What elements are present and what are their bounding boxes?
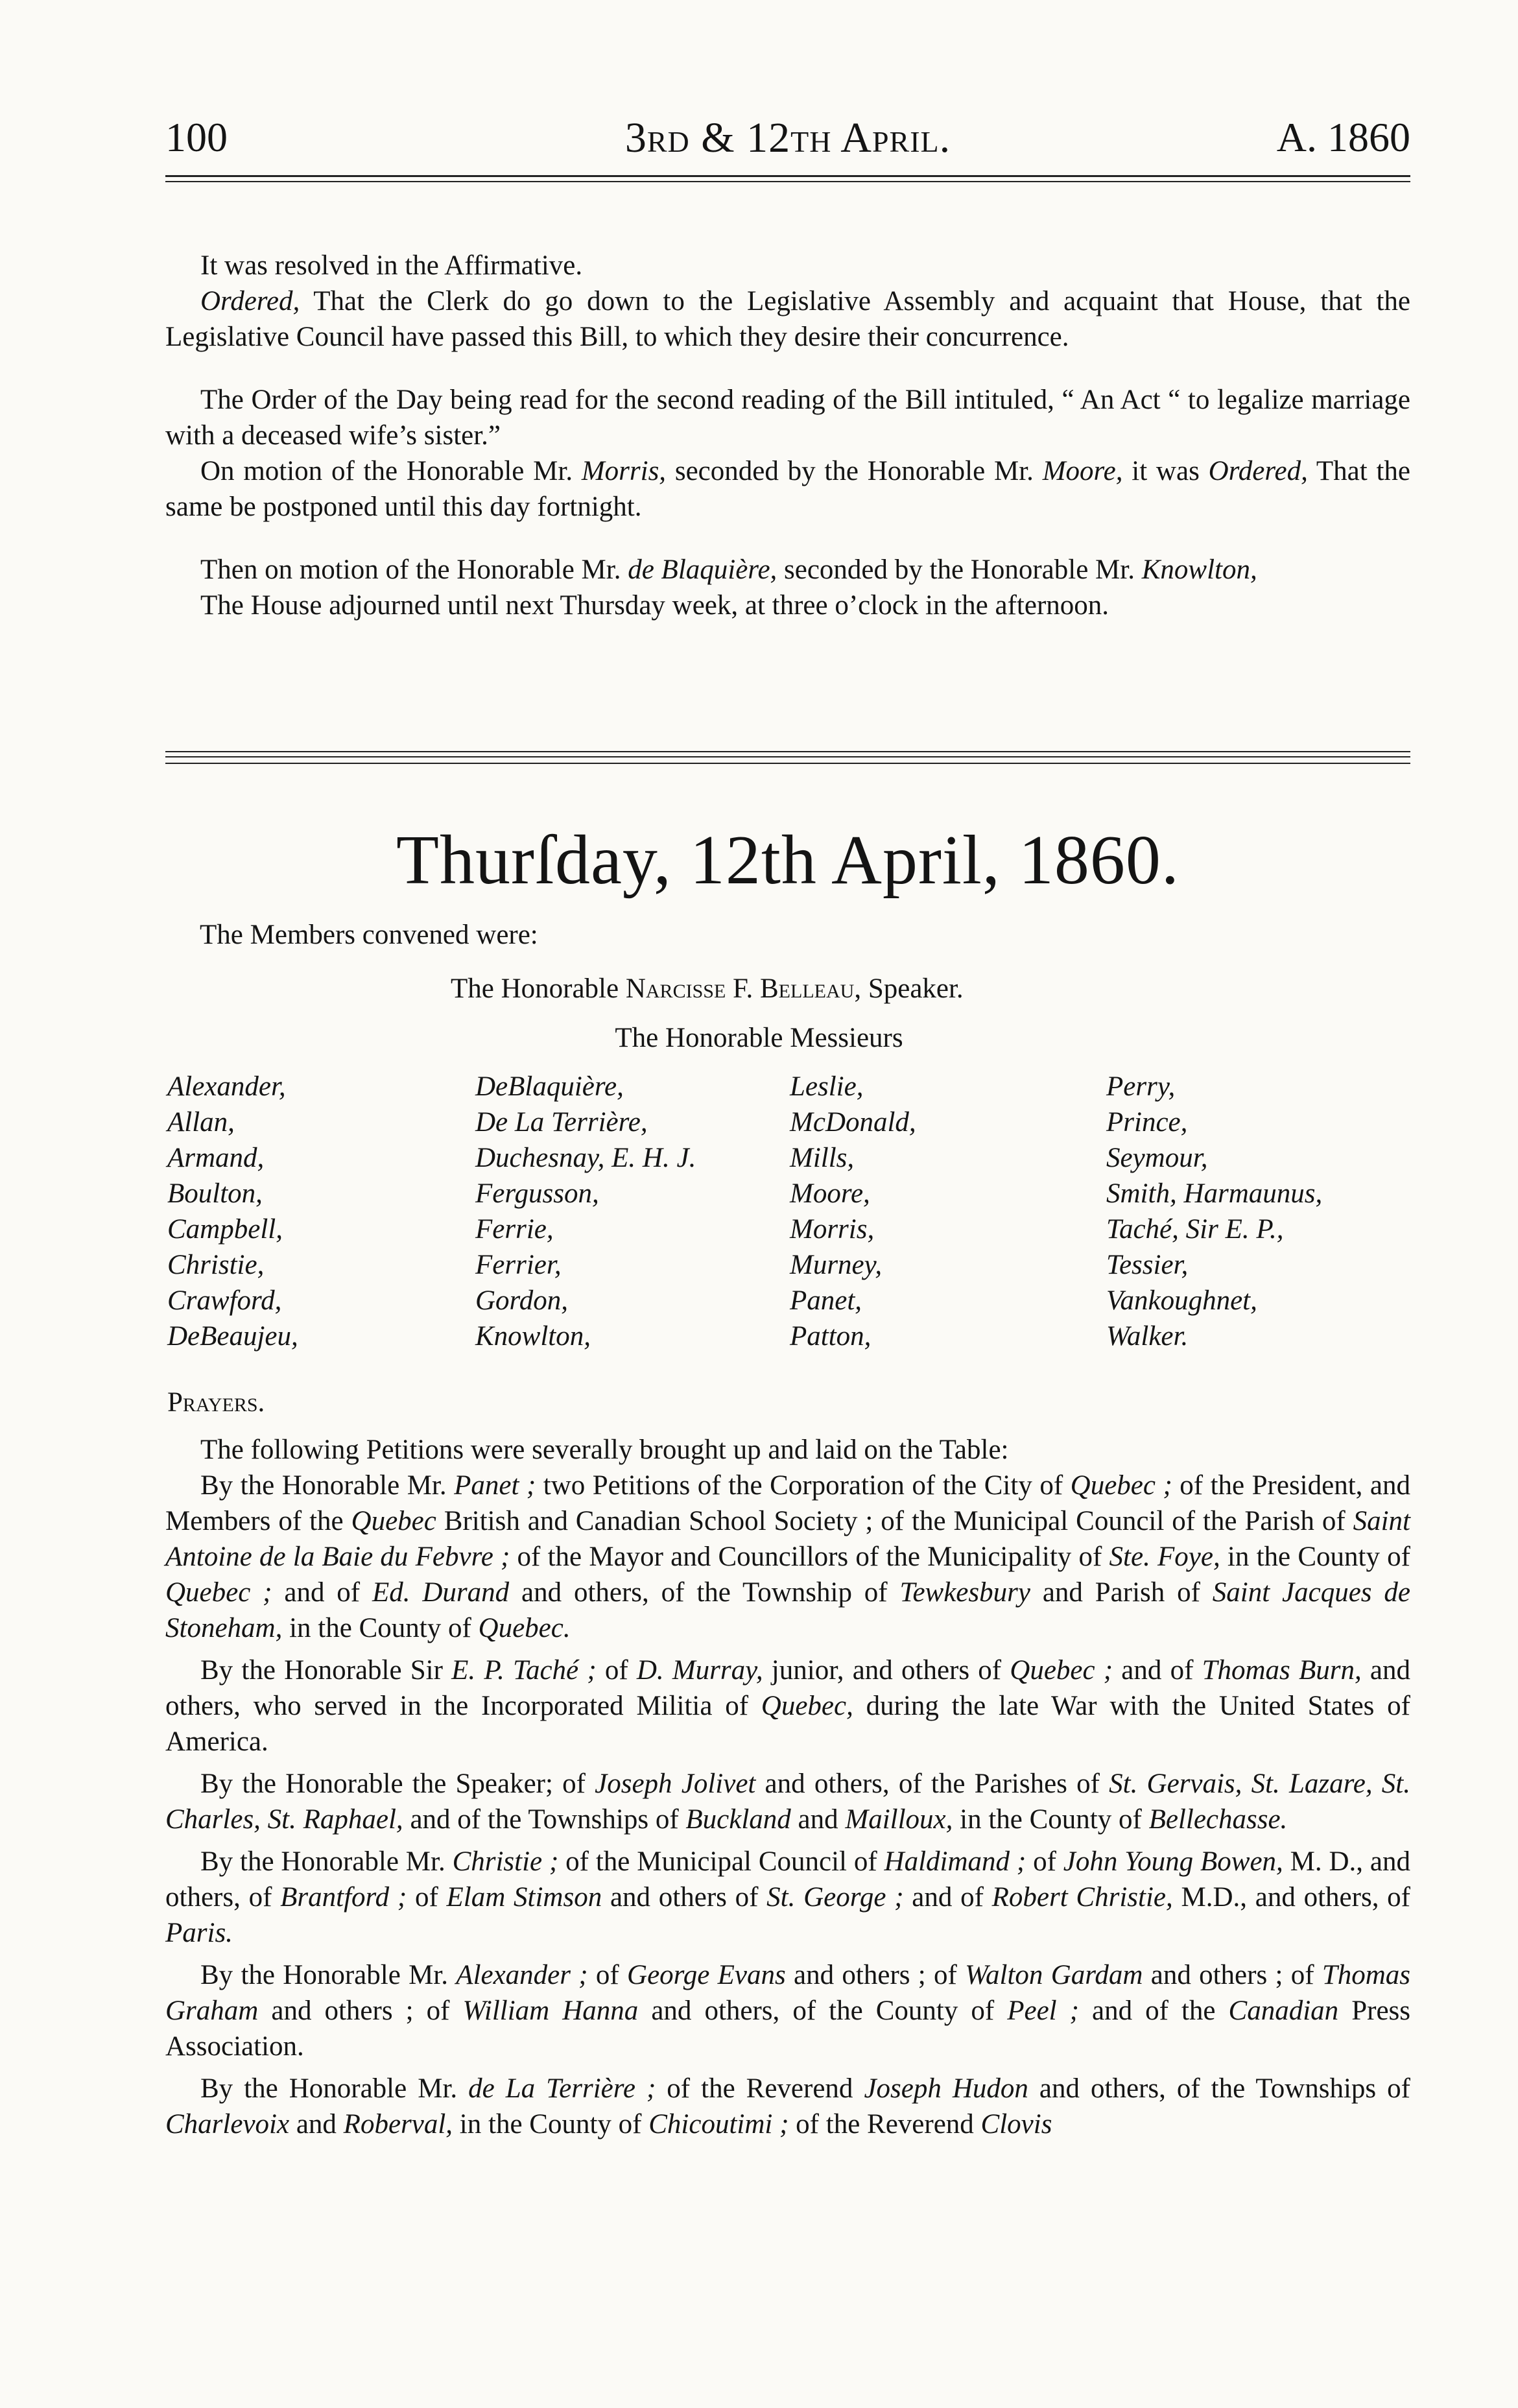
text-run: and of	[903, 1882, 992, 1913]
text-run: of the Reverend	[789, 2109, 981, 2140]
italic-run: Paris.	[165, 1918, 233, 1948]
motion-text: Then on motion of the Honorable Mr.	[200, 554, 628, 585]
previous-day-proceedings	[165, 248, 1410, 623]
italic-run: Brantford ;	[280, 1882, 407, 1913]
speaker-name: Narcisse F. Belleau	[625, 973, 855, 1004]
member-name: DeBeaujeu,	[167, 1321, 298, 1352]
paragraph-gap	[165, 355, 1410, 382]
text-run: and	[289, 2109, 344, 2140]
member-name: Seymour,	[1106, 1143, 1208, 1173]
seconder-name: Moore,	[1042, 456, 1123, 486]
member-name: Taché, Sir E. P.,	[1106, 1214, 1284, 1245]
italic-run: Quebec ;	[1070, 1470, 1172, 1501]
session-title: Thurſday, 12th April, 1860.	[396, 822, 1180, 899]
motion-text: it was	[1122, 456, 1209, 486]
italic-run: St. Gervais, St. Lazare, St. Charles, St. Raphael,	[165, 1769, 1410, 1835]
paragraph-gap	[165, 525, 1410, 552]
italic-run: Saint Antoine de la Baie du Febvre ;	[165, 1506, 1411, 1572]
italic-run: Walton Gardam	[965, 1960, 1143, 1990]
members-column-4	[1106, 1069, 1322, 1354]
italic-run: Mailloux,	[845, 1804, 953, 1835]
italic-run: Ed. Durand	[372, 1577, 510, 1608]
text-run: and others of	[602, 1882, 767, 1913]
ordered-text: That the Clerk do go down to the Legislative Assembly and acquaint that House, that the Legislative Council have passed this Bill, to which they desire their concurrence.	[165, 286, 1410, 352]
text-run: of the Municipal Council of	[558, 1846, 884, 1877]
text-run: and others, of the County of	[638, 1996, 1008, 2026]
affirmative-line: It was resolved in the Affirmative.	[200, 250, 583, 281]
italic-run: de La Terrière ;	[468, 2073, 656, 2104]
member-name: Moore,	[790, 1178, 870, 1209]
text-run: junior, and others of	[763, 1655, 1010, 1686]
text-run: and of the Townships of	[403, 1804, 686, 1835]
adjourned-line: The House adjourned until next Thursday week, at three o’clock in the afternoon.	[200, 590, 1109, 621]
text-run: British and Canadian School Society ; of the Municipal Council of the Parish of	[436, 1506, 1353, 1536]
text-run: of	[587, 1960, 628, 1990]
italic-run: Thomas Graham	[165, 1960, 1411, 2026]
italic-run: Thomas Burn,	[1202, 1655, 1362, 1686]
member-name: DeBlaquière,	[475, 1071, 624, 1102]
text-run: By the Honorable Mr.	[200, 1846, 453, 1877]
petition-paragraph	[165, 1468, 1410, 1646]
petition-paragraph	[165, 1957, 1410, 2064]
italic-run: Ste. Foye,	[1109, 1542, 1220, 1572]
italic-run: Elam Stimson	[446, 1882, 602, 1913]
member-name: Morris,	[790, 1214, 875, 1245]
member-name: De La Terrière,	[475, 1107, 648, 1138]
running-header	[165, 113, 1410, 165]
header-date: 3rd & 12th April.	[624, 114, 951, 161]
text-run: By the Honorable Mr.	[200, 2073, 469, 2104]
italic-run: Joseph Jolivet	[595, 1769, 756, 1799]
motion-text: On motion of the Honorable Mr.	[200, 456, 582, 486]
member-name: Duchesnay, E. H. J.	[475, 1143, 696, 1173]
mover-name: Morris,	[581, 456, 667, 486]
motion-text: seconded by the Honorable Mr.	[777, 554, 1142, 585]
text-run: and others ; of	[1143, 1960, 1322, 1990]
text-run: in the County of	[1220, 1542, 1410, 1572]
member-name: Murney,	[790, 1250, 883, 1280]
text-run: and others ; of	[258, 1996, 463, 2026]
text-run: of	[407, 1882, 447, 1913]
petitions-intro: The following Petitions were severally brought up and laid on the Table:	[200, 1435, 1009, 1465]
text-run: and	[790, 1804, 846, 1835]
italic-run: Haldimand ;	[884, 1846, 1026, 1877]
motion-text: seconded by the Honorable Mr.	[666, 456, 1043, 486]
italic-run: St. George ;	[766, 1882, 904, 1913]
italic-run: Alexander ;	[456, 1960, 588, 1990]
italic-run: Panet ;	[454, 1470, 536, 1501]
text-run: in the County of	[953, 1804, 1149, 1835]
petition-paragraph	[165, 1652, 1410, 1759]
member-name: Christie,	[167, 1250, 265, 1280]
order-of-day-paragraph: The Order of the Day being read for the second reading of the Bill intituled, “ An Act “ to legalize marriage with a deceased wife’s sister.”	[165, 385, 1410, 451]
text-run: and of the	[1078, 1996, 1229, 2026]
text-run: two Petitions of the Corporation of the City of	[536, 1470, 1071, 1501]
text-run: during the late War with the United States of America.	[165, 1691, 1410, 1757]
ordered-word: Ordered,	[200, 286, 300, 316]
section-divider	[165, 751, 1410, 764]
text-run: By the Honorable the Speaker; of	[200, 1769, 595, 1799]
text-run: By the Honorable Mr.	[200, 1470, 455, 1501]
italic-run: Chicoutimi ;	[648, 2109, 789, 2140]
text-run: and others, of the Township of	[509, 1577, 900, 1608]
text-run: and others ; of	[785, 1960, 966, 1990]
petition-paragraph	[165, 2071, 1410, 2142]
speaker-suffix: , Speaker.	[854, 973, 964, 1004]
member-name: Panet,	[790, 1285, 862, 1316]
text-run: in the County of	[282, 1613, 479, 1643]
member-name: Crawford,	[167, 1285, 282, 1316]
italic-run: Tewkesbury	[899, 1577, 1030, 1608]
italic-run: Joseph Hudon	[864, 2073, 1028, 2104]
seconder-name: Knowlton,	[1141, 554, 1257, 585]
text-run: Press Association.	[165, 1996, 1411, 2062]
motion-text: That the same be postponed until this day fortnight.	[165, 456, 1410, 522]
italic-run: Buckland	[685, 1804, 791, 1835]
members-column-3	[790, 1069, 916, 1354]
motion-paragraph	[165, 453, 1410, 525]
italic-run: Christie ;	[452, 1846, 559, 1877]
italic-run: Quebec.	[478, 1613, 571, 1643]
italic-run: George Evans	[627, 1960, 786, 1990]
member-name: Smith, Harmaunus,	[1106, 1178, 1323, 1209]
italic-run: Quebec ;	[165, 1577, 272, 1608]
member-name: Allan,	[167, 1107, 235, 1138]
member-name: Leslie,	[790, 1071, 864, 1102]
member-name: Gordon,	[475, 1285, 568, 1316]
member-name: Mills,	[790, 1143, 855, 1173]
italic-run: Peel ;	[1007, 1996, 1079, 2026]
text-run: of the Mayor and Councillors of the Municipality of	[510, 1542, 1109, 1572]
italic-run: Saint Jacques de Stoneham,	[165, 1577, 1410, 1643]
text-run: in the County of	[453, 2109, 649, 2140]
then-motion-paragraph	[165, 552, 1410, 588]
header-year: A. 1860	[1276, 114, 1410, 160]
italic-run: D. Murray,	[636, 1655, 763, 1686]
text-run: By the Honorable Sir	[200, 1655, 452, 1686]
member-name: Perry,	[1106, 1071, 1176, 1102]
member-name: Ferrie,	[475, 1214, 554, 1245]
italic-run: Charlevoix	[165, 2109, 290, 2140]
italic-run: Roberval,	[343, 2109, 453, 2140]
text-run: M. D., and others, of	[165, 1846, 1410, 1913]
page-number: 100	[165, 114, 228, 160]
text-run: and others, of the Parishes of	[755, 1769, 1109, 1799]
text-run: of the President, and Members of the	[165, 1470, 1410, 1536]
speaker-line	[451, 971, 964, 1007]
petitions-section	[165, 1432, 1410, 2142]
text-run: and others, of the Townships of	[1028, 2073, 1410, 2104]
text-run: and of	[272, 1577, 372, 1608]
italic-run: Quebec,	[761, 1691, 853, 1721]
text-run: By the Honorable Mr.	[200, 1960, 457, 1990]
member-name: Alexander,	[167, 1071, 286, 1102]
messieurs-heading: The Honorable Messieurs	[615, 1023, 903, 1053]
italic-run: Robert Christie,	[991, 1882, 1173, 1913]
member-name: Patton,	[790, 1321, 872, 1352]
text-run: of the Reverend	[656, 2073, 864, 2104]
italic-run: John Young Bowen,	[1063, 1846, 1283, 1877]
member-name: Vankoughnet,	[1106, 1285, 1257, 1316]
member-name: Walker.	[1106, 1321, 1189, 1352]
member-name: Campbell,	[167, 1214, 283, 1245]
text-run: and of	[1113, 1655, 1202, 1686]
text-run: and Parish of	[1030, 1577, 1213, 1608]
members-column-2	[475, 1069, 696, 1354]
mover-name: de Blaquière,	[628, 554, 777, 585]
member-name: Tessier,	[1106, 1250, 1189, 1280]
prayers-heading: Prayers.	[167, 1387, 265, 1418]
italic-run: Quebec	[351, 1506, 436, 1536]
italic-run: Clovis	[980, 2109, 1052, 2140]
text-run: of	[596, 1655, 637, 1686]
member-name: Armand,	[167, 1143, 265, 1173]
text-run: and others, who served in the Incorporated Militia of	[165, 1655, 1410, 1721]
italic-run: Bellechasse.	[1148, 1804, 1288, 1835]
petition-paragraph	[165, 1844, 1410, 1951]
member-name: Ferrier,	[475, 1250, 562, 1280]
member-name: Fergusson,	[475, 1178, 599, 1209]
member-name: Boulton,	[167, 1178, 263, 1209]
speaker-prefix: The Honorable	[451, 973, 626, 1004]
text-run: M.D., and others, of	[1172, 1882, 1410, 1913]
italic-run: William Hanna	[462, 1996, 639, 2026]
italic-run: Quebec ;	[1010, 1655, 1113, 1686]
italic-run: Canadian	[1228, 1996, 1339, 2026]
italic-run: E. P. Taché ;	[451, 1655, 597, 1686]
ordered-paragraph	[165, 283, 1410, 355]
ordered-word: Ordered,	[1208, 456, 1308, 486]
member-name: McDonald,	[790, 1107, 916, 1138]
header-rule	[165, 175, 1410, 182]
petition-paragraph	[165, 1766, 1410, 1837]
members-column-1	[167, 1069, 298, 1354]
member-name: Prince,	[1106, 1107, 1188, 1138]
members-convened: The Members convened were:	[200, 920, 538, 950]
member-name: Knowlton,	[475, 1321, 591, 1352]
text-run: of	[1026, 1846, 1063, 1877]
